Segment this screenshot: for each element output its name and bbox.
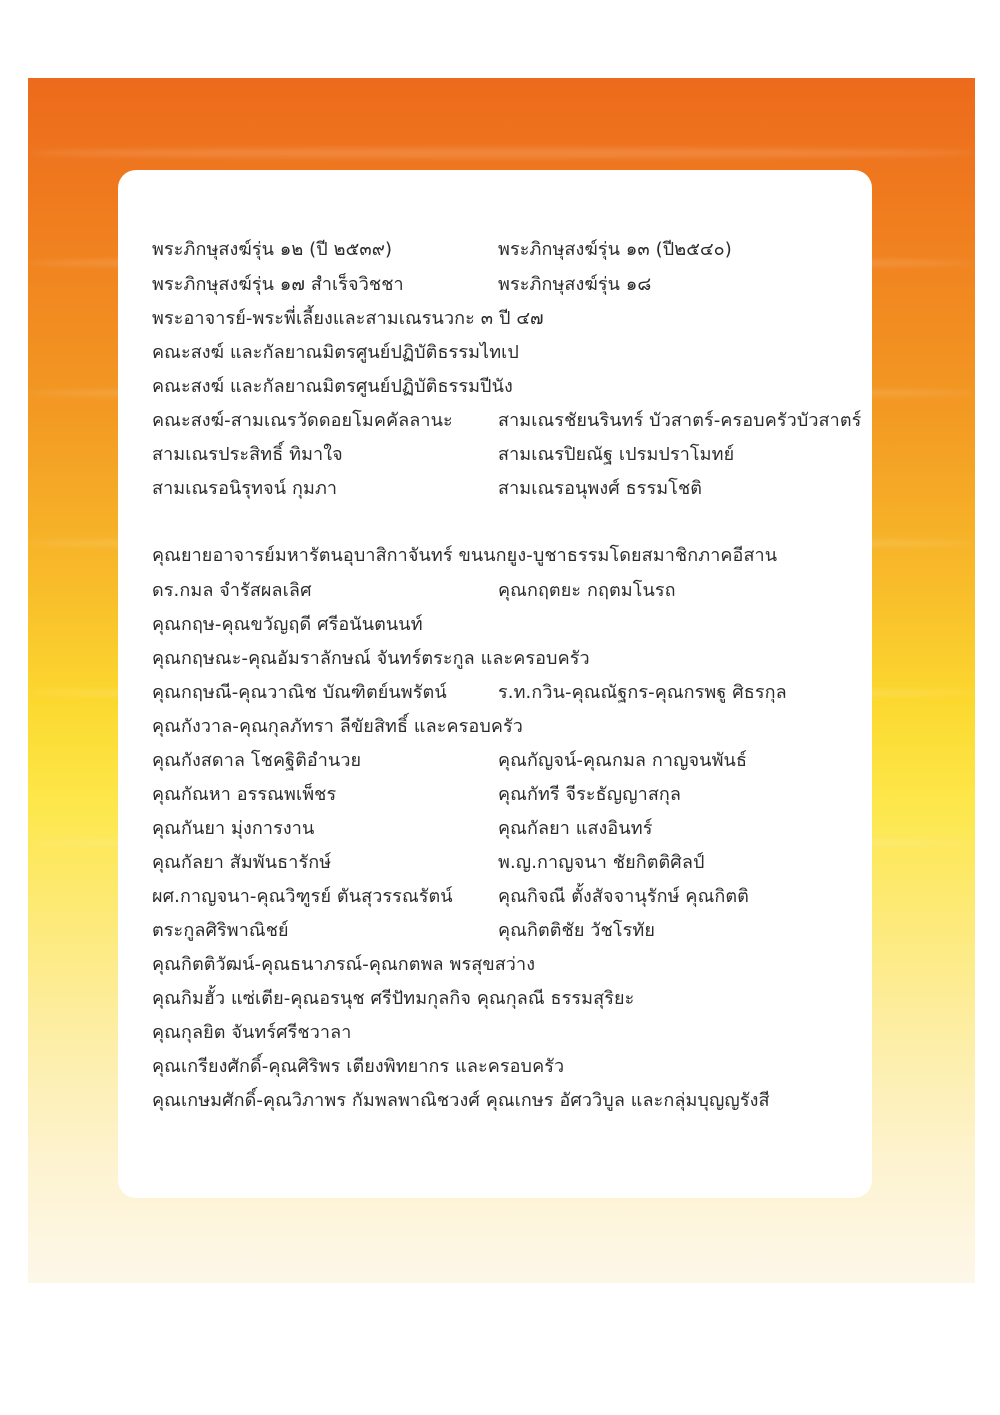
donor-line: คุณกัลยา แสงอินทร์ [498, 818, 653, 839]
monk-group-line: สามเณรประสิทธิ์ ทิมาใจ [152, 444, 343, 465]
donor-line: คุณยายอาจารย์มหารัตนอุบาสิกาจันทร์ ขนนกยูง-บูชาธรรมโดยสมาชิกภาคอีสาน [152, 545, 778, 566]
monk-group-line: พระภิกษุสงฆ์รุ่น ๑๓ (ปี๒๕๔๐) [498, 239, 732, 260]
donor-line: ดร.กมล จำรัสผลเลิศ [152, 580, 312, 601]
donor-line: คุณกันยา มุ่งการงาน [152, 818, 315, 839]
monk-group-line: พระภิกษุสงฆ์รุ่น ๑๘ [498, 274, 652, 295]
donor-line: คุณกิตติชัย วัชโรทัย [498, 920, 655, 941]
monk-group-line: พระภิกษุสงฆ์รุ่น ๑๗ สำเร็จวิชชา [152, 274, 404, 295]
donor-line: คุณเกรียงศักดิ์-คุณศิริพร เตียงพิทยากร และครอบครัว [152, 1056, 565, 1077]
monk-group-line: พระภิกษุสงฆ์รุ่น ๑๒ (ปี ๒๕๓๙) [152, 239, 393, 260]
donor-line: คุณกัณหา อรรณพเพ็ชร [152, 784, 337, 805]
donor-line: คุณกัทรี จีระธัญญาสกุล [498, 784, 682, 805]
monk-group-line: คณะสงฆ์ และกัลยาณมิตรศูนย์ปฏิบัติธรรมปีนัง [152, 376, 513, 397]
background-streak [28, 148, 975, 158]
monk-group-line: สามเณรอนุพงศ์ ธรรมโชติ [498, 478, 703, 499]
donor-line: คุณกิตติวัฒน์-คุณธนาภรณ์-คุณกตพล พรสุขสว่าง [152, 954, 536, 975]
donor-line: คุณกฤษ-คุณขวัญฤดี ศรีอนันตนนท์ [152, 614, 423, 635]
donor-line: คุณกังวาล-คุณกุลภัทรา ลีขัยสิทธิ์ และครอบครัว [152, 716, 523, 737]
donor-line: คุณกังสดาล โชคฐิติอำนวย [152, 750, 362, 771]
donor-line: คุณกฤตยะ กฤตมโนรถ [498, 580, 676, 601]
donor-line: ร.ท.กวิน-คุณณัฐกร-คุณกรพฐู ศิธรกุล [498, 682, 787, 703]
donor-line: คุณกัญจน์-คุณกมล กาญจนพันธ์ [498, 750, 748, 771]
monk-group-line: คณะสงฆ์-สามเณรวัดดอยโมคคัลลานะ [152, 410, 453, 431]
donor-line: คุณกฤษณะ-คุณอัมราลักษณ์ จันทร์ตระกูล และครอบครัว [152, 648, 590, 669]
donor-line: พ.ญ.กาญจนา ชัยกิตติศิลป์ [498, 852, 705, 873]
monk-group-line: สามเณรอนิรุทจน์ กุมภา [152, 478, 338, 499]
donor-line: คุณกิจณี ตั้งสัจจานุรักษ์ คุณกิตติ [498, 886, 749, 907]
monk-group-line: คณะสงฆ์ และกัลยาณมิตรศูนย์ปฏิบัติธรรมไทเป [152, 342, 519, 363]
donor-line: คุณกิมฮั้ว แซ่เตีย-คุณอรนุช ศรีปัทมกุลกิจ คุณกุลณี ธรรมสุริยะ [152, 988, 635, 1009]
monk-group-line: สามเณรชัยนรินทร์ บัวสาตร์-ครอบครัวบัวสาตร์ [498, 410, 862, 431]
donor-line: คุณเกษมศักดิ์-คุณวิภาพร กัมพลพาณิชวงศ์ คุณเกษร อัศววิบูล และกลุ่มบุญญรังสี [152, 1090, 770, 1111]
donor-line: ตระกูลศิริพาณิชย์ [152, 920, 289, 941]
donor-line: คุณกัลยา สัมพันธารักษ์ [152, 852, 332, 873]
monk-group-line: พระอาจารย์-พระพี่เลี้ยงและสามเณรนวกะ ๓ ปี ๔๗ [152, 308, 544, 329]
donor-line: คุณกฤษณี-คุณวาณิช บัณฑิตย์นพรัตน์ [152, 682, 447, 703]
monk-group-line: สามเณรปิยณัฐ เปรมปราโมทย์ [498, 444, 735, 465]
donor-line: ผศ.กาญจนา-คุณวิฑูรย์ ตันสุวรรณรัตน์ [152, 886, 453, 907]
donor-line: คุณกุลยิต จันทร์ศรีชวาลา [152, 1022, 352, 1043]
